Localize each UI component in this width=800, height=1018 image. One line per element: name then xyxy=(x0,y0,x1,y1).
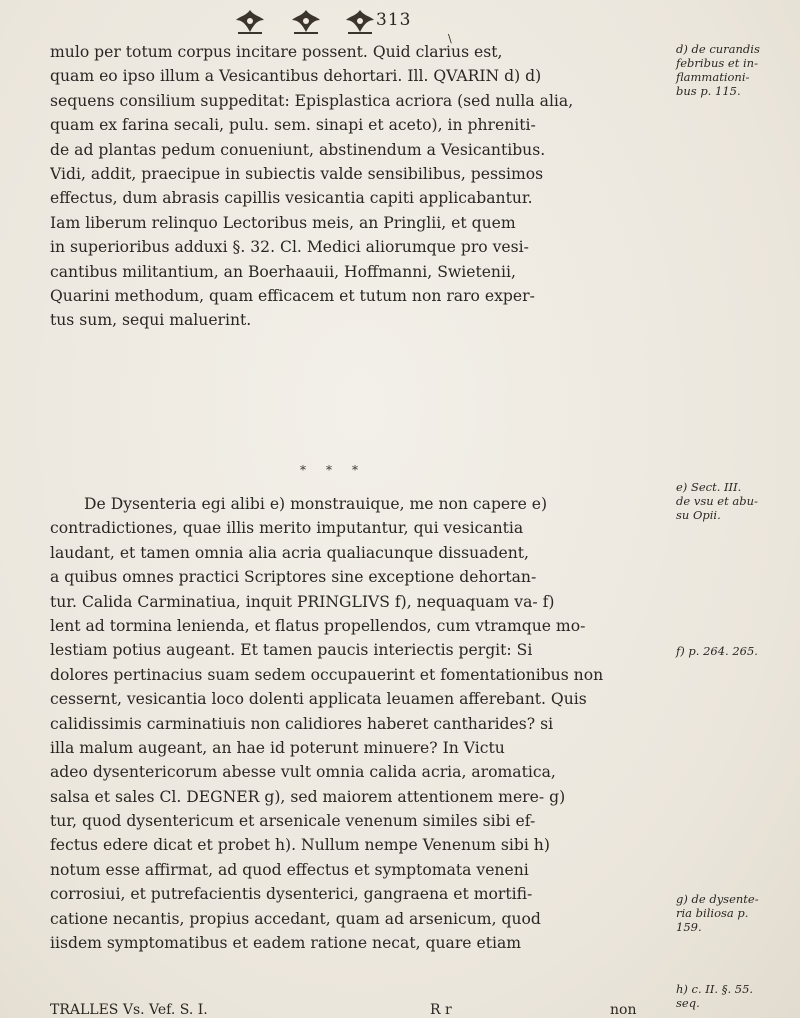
text-line: notum esse affirmat, ad quod effectus et symptomata veneni xyxy=(50,860,529,879)
margin-note: de vsu et abu- xyxy=(676,494,758,508)
page-footer xyxy=(50,1002,710,1018)
text-line: de ad plantas pedum conueniunt, abstinendum a Vesicantibus. xyxy=(50,140,546,159)
fleuron-icon xyxy=(232,6,268,36)
margin-note: 159. xyxy=(676,920,702,934)
text-line: Vidi, addit, praecipue in subiectis valde sensibilibus, pessimos xyxy=(50,164,544,183)
margin-note: bus p. 115. xyxy=(676,84,741,98)
signature-left: TRALLES Vs. Vef. S. I. xyxy=(50,1002,208,1018)
margin-note: d) de curandis xyxy=(676,42,760,56)
text-line: tus sum, sequi maluerint. xyxy=(50,311,252,330)
separator-star: * xyxy=(352,463,378,477)
catchword: non xyxy=(610,1002,637,1018)
text-line: cantibus militantium, an Boerhaauii, Hoffmanni, Swietenii, xyxy=(50,262,516,281)
text-line: tur, quod dysentericum et arsenicale venenum similes sibi ef- xyxy=(50,812,536,831)
text-line: De Dysenteria egi alibi e) monstrauique, me non capere e) xyxy=(84,495,548,513)
text-line: quam eo ipso illum a Vesicantibus dehortari. Ill. QVARIN d) d) xyxy=(50,67,542,86)
paragraph-1 xyxy=(50,40,662,333)
separator-star: * xyxy=(326,463,352,477)
text-line: mulo per totum corpus incitare possent. Quid clarius est, xyxy=(50,43,503,61)
text-line: Quarini methodum, quam efficacem et tutum non raro exper- xyxy=(50,286,535,305)
margin-note: seq. xyxy=(676,996,700,1010)
margin-note: ria biliosa p. xyxy=(676,906,749,920)
text-line: lent ad tormina lenienda, et flatus propellendos, cum vtramque mo- xyxy=(50,616,586,635)
margin-note: g) de dysente- xyxy=(676,892,759,906)
fleuron-icon xyxy=(342,6,378,36)
page-header xyxy=(0,6,800,45)
text-line: Iam liberum relinquo Lectoribus meis, an Pringlii, et quem xyxy=(50,213,516,232)
text-line: corrosiui, et putrefacientis dysenterici, gangraena et mortifi- xyxy=(50,885,533,904)
text-line: lestiam potius augeant. Et tamen paucis interiectis pergit: Si xyxy=(50,641,533,660)
paragraph-2 xyxy=(50,492,662,955)
text-line: tur. Calida Carminatiua, inquit PRINGLIVS f), nequaquam va- f) xyxy=(50,592,555,611)
text-line: quam ex farina secali, pulu. sem. sinapi et aceto), in phreniti- xyxy=(50,116,536,135)
margin-note: h) c. II. §. 55. xyxy=(676,982,754,996)
text-line: effectus, dum abrasis capillis vesicantia capiti applicabantur. xyxy=(50,189,533,208)
text-line: cessernt, vesicantia loco dolenti applicata leuamen afferebant. Quis xyxy=(50,690,587,709)
text-line: calidissimis carminatiuis non calidiores haberet cantharides? si xyxy=(50,714,554,733)
text-line: sequens consilium suppeditat: Episplastica acriora (sed nulla alia, xyxy=(50,91,574,110)
printer-mark: \ xyxy=(448,32,452,45)
text-line: iisdem symptomatibus et eadem ratione necat, quare etiam xyxy=(50,934,522,953)
text-line: fectus edere dicat et probet h). Nullum nempe Venenum sibi h) xyxy=(50,836,550,855)
margin-note: febribus et in- xyxy=(676,56,758,70)
page-number: 313 xyxy=(376,10,412,30)
margin-note: e) Sect. III. xyxy=(676,480,742,494)
text-line: catione necantis, propius accedant, quam ad arsenicum, quod xyxy=(50,909,541,928)
margin-note: su Opii. xyxy=(676,508,721,522)
signature-mark: R r xyxy=(430,1002,452,1018)
text-line: salsa et sales Cl. DEGNER g), sed maiorem attentionem mere- g) xyxy=(50,787,566,806)
text-line: in superioribus adduxi §. 32. Cl. Medici aliorumque pro vesi- xyxy=(50,238,529,257)
text-line: contradictiones, quae illis merito imputantur, qui vesicantia xyxy=(50,519,524,538)
separator-star: * xyxy=(300,463,326,477)
text-line: laudant, et tamen omnia alia acria qualiacunque dissuadent, xyxy=(50,543,529,562)
section-separator xyxy=(300,463,378,477)
text-line: adeo dysentericorum abesse vult omnia calida acria, aromatica, xyxy=(50,763,556,782)
text-line: illa malum augeant, an hae id poterunt minuere? In Victu xyxy=(50,738,505,757)
margin-note: f) p. 264. 265. xyxy=(676,644,758,658)
text-line: dolores pertinacius suam sedem occupauerint et fomentationibus non xyxy=(50,665,604,684)
text-line: a quibus omnes practici Scriptores sine exceptione dehortan- xyxy=(50,568,537,587)
fleuron-icon xyxy=(288,6,324,36)
margin-note: flammationi- xyxy=(676,70,750,84)
